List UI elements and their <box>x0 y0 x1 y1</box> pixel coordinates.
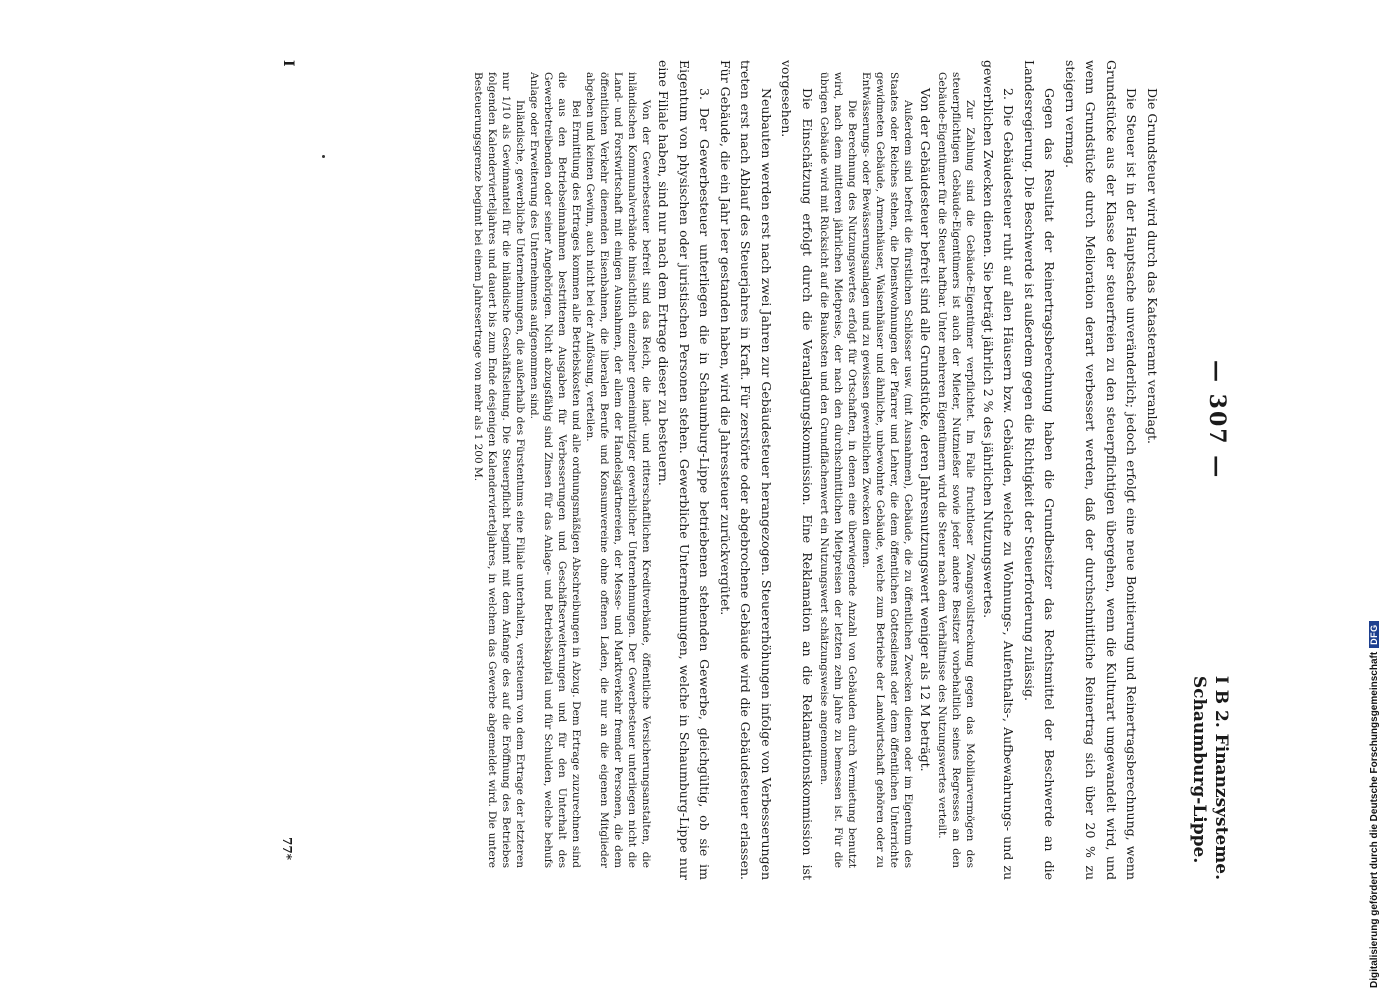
credit-strip <box>1365 8 1383 988</box>
paragraph: Von der Gebäudesteuer befreit sind alle Grundstücke, deren Jahresnutzungswert weniger als 12 M beträgt. <box>918 88 934 772</box>
footer-signature: 77* <box>280 837 294 860</box>
document-page <box>140 60 1240 880</box>
page-number: — 307 — <box>1204 360 1230 480</box>
credit-line <box>1365 8 1383 988</box>
paragraph: Zur Zahlung sind die Gebäude-Eigentümer verpflichtet. Im Falle fruchtloser Zwangsvollstreckung gegen das Mobiliarvermögen des steuerpflichtigen Gebäude-Eigentümers ist auch der Mieter, Nutznießer sowie jeder andere Besitzer vorbehaltlich seines Regresses an den Gebäude-Eigentümer für die Steuer haftbar. Unter mehreren Eigentümern wird die Steuer nach dem Verhältnisse des Nutzungswertes verteilt. <box>936 72 977 868</box>
page-header <box>1170 60 1230 880</box>
body-text <box>471 60 1162 880</box>
footer-left: I <box>280 60 296 67</box>
paragraph: Gegen das Resultat der Reinertragsberechnung haben die Grundbesitzer das Rechtsmittel der Beschwerde an die Landesregierung. Die Beschwerde ist außerdem gegen die Richtigkeit der Steuerforderung zulässig. <box>1022 60 1058 880</box>
paragraph: Die Steuer ist in der Hauptsache unveränderlich; jedoch erfolgt eine neue Bonitierung und Reinertragsberechnung, wenn Grundstücke aus der Klasse der steuerfreien zu den steuerpflichtigen übergehen, wenn die Kulturart umgewandelt wird, und wenn Grundstücke durch Melioration derart verbessert werden, daß der durchschnittliche Reinertrag sich über 20 % zu steigern vermag. <box>1063 60 1140 880</box>
paragraph: Neubauten werden erst nach zwei Jahren zur Gebäudesteuer herangezogen. Steuererhöhungen infolge von Verbesserungen treten erst nach Ablauf des Steuerjahres in Kraft. Für zerstörte oder abgebrochene Gebäude wird die Gebäudesteuer erlassen. Für Gebäude, die ein Jahr leer gestanden haben, wird die Jahressteuer zurückvergütet. <box>718 60 774 880</box>
paragraph: Von der Gewerbesteuer befreit sind das Reich, die land- und ritterschaftlichen Kreditverbände, öffentliche Versicherungsanstalten, die inländischen Kommunalverbände hinsichtlich einzelner gemeinnütziger gewerblicher Unternehmungen. Der Gewerbesteuer unterliegen nicht die Land- und Forstwirtschaft mit einigen Ausnahmen, der allem der Handelsgärtnereien, der Messe- und Marktverkehr fremder Personen, die dem öffentlichen Verkehr dienenden Eisenbahnen, die liberalen Berufe und Konsumvereine ohne offenen Laden, die nur an die eigenen Mitglieder abgeben und keinen Gewinn, auch nicht bei der Auflösung, verteilen. <box>584 72 652 868</box>
paragraph: Außerdem sind befreit die fürstlichen Schlösser usw. (mit Ausnahmen), Gebäude, die zu öffentlichen Zwecken dienen oder im Eigentum des Staates oder Reiches stehen, die Dienstwohnungen der Pfarrer und Lehrer, die dem öffentlichen Gottesdienst oder dem öffentlichen Unterrichte gewidmeten Gebäude, Armenhäuser, Waisenhäuser und ähnliche, unbewohnte Gebäude, welche zum Betriebe der Landwirtschaft gehören oder zu Entwässerungs- oder Bewässerungsanlagen und zu gewissen gewerblichen Zwecken dienen. <box>860 72 914 868</box>
paragraph: Bei Ermittlung des Ertrages kommen alle Betriebskosten und alle ordnungsmäßigen Abschreibungen in Abzug. Dem Ertrage zuzurechnen sind die aus den Betriebseinnahmen bestrittenen Ausgaben für Verbesserungen und Geschäftserweiterungen und für den Unterhalt des Gewerbetreibenden oder seiner Angehörigen. Nicht abzugsfähig sind Zinsen für das Anlage- und Betriebskapital und für Schulden, welche behufs Anlage oder Erweiterung des Unternehmens aufgenommen sind. <box>528 72 582 868</box>
paragraph: Die Berechnung des Nutzungswertes erfolgt für Ortschaften, in denen eine überwiegende Anzahl von Gebäuden durch Vermietung benutzt wird, nach dem mittleren jährlichen Mietpreise, der nach den durchschnittlichen Mietpreisen der letzten zehn Jahre zu bemessen ist. Für die übrigen Gebäude wird mit Rücksicht auf die Baukosten und den Grundflächenwert ein Nutzungswert schätzungsweise angenommen. <box>818 72 858 868</box>
paragraph: Die Einschätzung erfolgt durch die Veranlagungskommission. Eine Reklamation an die Reklamationskommission ist vorgesehen. <box>779 60 815 880</box>
paragraph: 2. Die Gebäudesteuer ruht auf allen Häusern bzw. Gebäuden, welche zu Wohnungs-, Aufenthalts-, Aufbewahrungs- und zu gewerblichen Zwecken dienen. Sie beträgt jährlich 2 % des jährlichen Nutzungswertes. <box>981 60 1017 880</box>
speck <box>322 155 325 158</box>
rotated-page <box>140 0 1240 1000</box>
paragraph: Die Grundsteuer wird durch das Katasteramt veranlagt. <box>1145 88 1160 444</box>
paragraph: 3. Der Gewerbesteuer unterliegen die in Schaumburg-Lippe betriebenen stehenden Gewerbe, gleichgültig, ob sie im Eigentum von physischen oder juristischen Personen stehen. Gewerbliche Unternehmungen, welche in Schaumburg-Lippe nur eine Filiale haben, sind nur nach dem Ertrage dieser zu besteuern. <box>656 60 713 880</box>
header-section <box>1188 676 1232 880</box>
section-title: I B 2. Finanzsysteme. <box>1211 675 1231 880</box>
dfg-logo-icon: DFG <box>1369 621 1379 648</box>
paragraph: Inländische, gewerbliche Unternehmungen, die außerhalb des Fürstentums eine Filiale unterhalten, versteuern von dem Ertrage der letzteren nur 1/10 als Gewinnanteil für die inländische Geschäftsleitung. Die Steuerpflicht beginnt mit dem Anfange des auf die Eröffnung des Betriebes folgenden Kalendervierteljahres und dauert bis zum Ende desjenigen Kalendervierteljahres, in welchem das Gewerbe abgemeldet wird. Die untere Besteuerungsgrenze beginnt bei einem Jahresertrage von mehr als 1 200 M. <box>472 72 526 868</box>
region-title: Schaumburg-Lippe. <box>1189 675 1209 864</box>
credit-text: Digitalisierung gefördert durch die Deutsche Forschungsgemeinschaft <box>1368 651 1380 988</box>
